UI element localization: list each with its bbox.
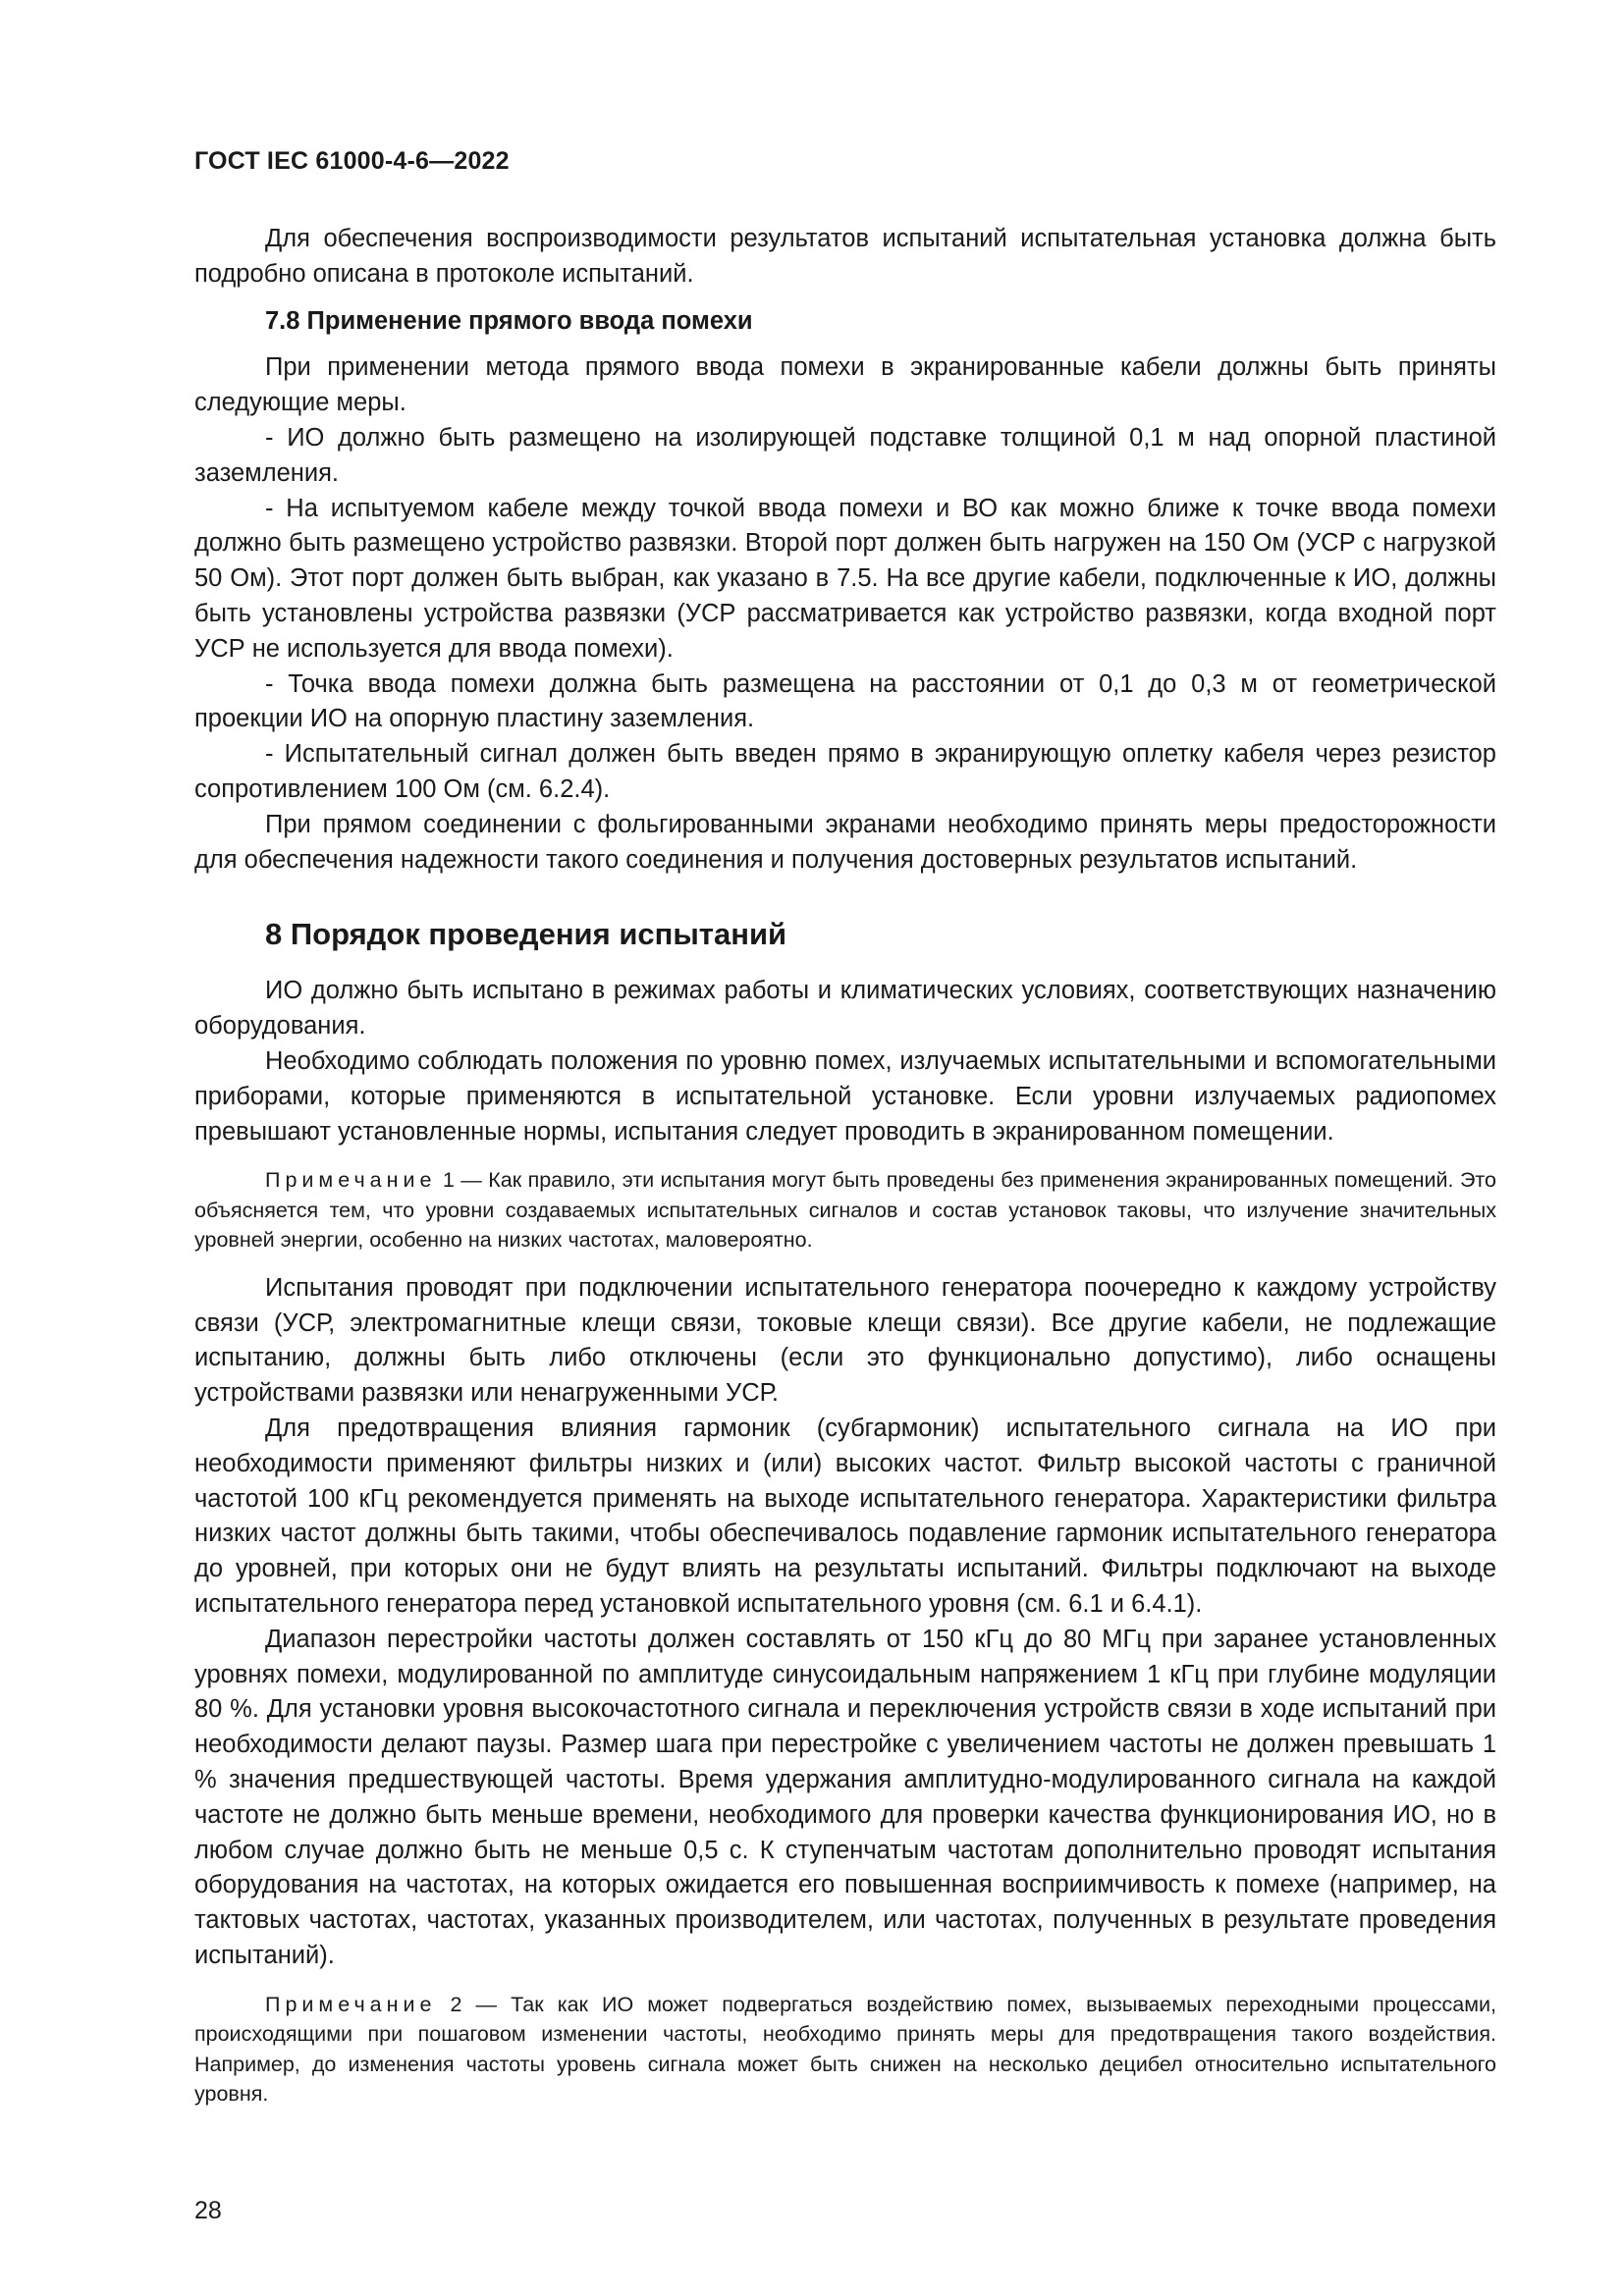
paragraph: Необходимо соблюдать положения по уровню помех, излучаемых испытательными и вспомогательными приборами, которые применяются в испытательной установке. Если уровни излучаемых радиопомех превышают установленные нормы, испытания следует проводить в экранированном помещении. [194, 1046, 1496, 1146]
paragraph: Диапазон перестройки частоты должен составлять от 150 кГц до 80 МГц при заранее установленных уровнях помехи, модулированной по амплитуде синусоидальным напряжением 1 кГц при глубине модуляции 80 %. Для установки уровня высокочастотного сигнала и переключения устройств связи в ходе испытаний при необходимости делают паузы. Размер шага при перестройке с увеличением частоты не должен превышать 1 % значения предшествующей частоты. Время удержания амплитудно-модулированного сигнала на каждой частоте не должно быть меньше времени, необходимого для проверки качества функционирования ИО, но в любом случае должно быть не меньше 0,5 с. К ступенчатым частотам дополнительно проводят испытания оборудования на частотах, на которых ожидается его повышенная восприимчивость к помехе (например, на тактовых частотах, частотах, указанных производителем, или частотах, полученных в результате проведения испытаний). [194, 1625, 1496, 1969]
subsection-heading: 7.8 Применение прямого ввода помехи [265, 306, 753, 335]
paragraph: ИО должно быть испытано в режимах работы и климатических условиях, соответствующих назначению оборудования. [194, 977, 1496, 1041]
note-text: 2 — Так как ИО может подвергаться воздействию помех, вызываемых переходными процессами, происходящими при пошаговом изменении частоты, необходимо принять меры для предотвращения такого воздействия. Например, до изменения частоты уровень сигнала может быть снижен на несколько децибел относительно испытательного уровня. [194, 1992, 1496, 2107]
document-header: ГОСТ IEC 61000-4-6—2022 [194, 147, 510, 175]
paragraph: - Точка ввода помехи должна быть размещена на расстоянии от 0,1 до 0,3 м от геометрической проекции ИО на опорную пластину заземления. [194, 669, 1496, 733]
note [194, 1990, 1496, 2109]
paragraph: - ИО должно быть размещено на изолирующей подставке толщиной 0,1 м над опорной пластиной заземления. [194, 423, 1496, 487]
paragraph: Для обеспечения воспроизводимости результатов испытаний испытательная установка должна быть подробно описана в протоколе испытаний. [194, 225, 1496, 288]
paragraph: Для предотвращения влияния гармоник (субгармоник) испытательного сигнала на ИО при необходимости применяют фильтры низких и (или) высоких частот. Фильтр высокой частоты с граничной частотой 100 кГц рекомендуется применять на выходе испытательного генератора. Характеристики фильтра низких частот должны быть такими, чтобы обеспечивалось подавление гармоник испытательного генератора до уровней, при которых они не будут влиять на результаты испытаний. Фильтры подключают на выходе испытательного генератора перед установкой испытательного уровня (см. 6.1 и 6.4.1). [194, 1415, 1496, 1618]
page-number: 28 [194, 2197, 222, 2224]
note-label: Примечание [265, 1992, 437, 2016]
section-heading: 8 Порядок проведения испытаний [265, 917, 787, 952]
paragraph: При прямом соединении с фольгированными экранами необходимо принять меры предосторожности для обеспечения надежности такого соединения и получения достоверных результатов испытаний. [194, 810, 1496, 874]
paragraph: - Испытательный сигнал должен быть введен прямо в экранирующую оплетку кабеля через резистор сопротивлением 100 Ом (см. 6.2.4). [194, 740, 1496, 803]
paragraph: - На испытуемом кабеле между точкой ввода помехи и ВО как можно ближе к точке ввода помехи должно быть размещено устройство развязки. Второй порт должен быть нагружен на 150 Ом (УСР с нагрузкой 50 Ом). Этот порт должен быть выбран, как указано в 7.5. На все другие кабели, подключенные к ИО, должны быть установлены устройства развязки (УСР рассматривается как устройство развязки, когда входной порт УСР не используется для ввода помехи). [194, 494, 1496, 663]
paragraph: При применении метода прямого ввода помехи в экранированные кабели должны быть приняты следующие меры. [194, 353, 1496, 417]
document-body [194, 222, 1496, 2125]
note-label: Примечание [265, 1168, 437, 1193]
note-text: 1 — Как правило, эти испытания могут быть проведены без применения экранированных помещений. Это объясняется тем, что уровни создаваемых испытательных сигналов и состав установок таковы, что излучение значительных уровней энергии, особенно на низких частотах, маловероятно. [194, 1168, 1496, 1253]
note [194, 1165, 1496, 1255]
paragraph: Испытания проводят при подключении испытательного генератора поочередно к каждому устройству связи (УСР, электромагнитные клещи связи, токовые клещи связи). Все другие кабели, не подлежащие испытанию, должны быть либо отключены (если это функционально допустимо), либо оснащены устройствами развязки или ненагруженными УСР. [194, 1273, 1496, 1408]
